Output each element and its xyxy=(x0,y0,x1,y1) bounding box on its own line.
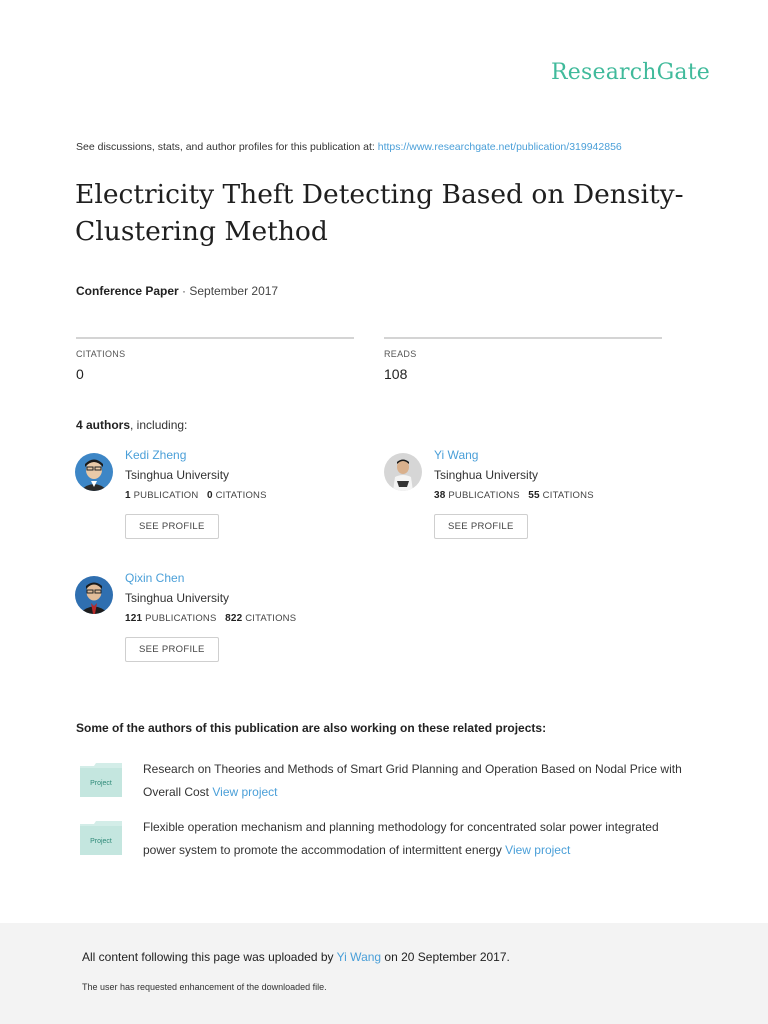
paper-type: Conference Paper xyxy=(76,284,179,298)
publication-label: PUBLICATIONS xyxy=(448,490,520,501)
citation-count: 0 xyxy=(206,490,213,501)
related-projects-heading: Some of the authors of this publication are also working on these related projects: xyxy=(76,721,547,735)
discussion-text: See discussions, stats, and author profiles for this publication at: xyxy=(76,141,378,153)
authors-count: 4 authors xyxy=(76,418,131,432)
citation-label: CITATIONS xyxy=(542,490,594,501)
project-icon-label: Project xyxy=(90,838,112,845)
authors-including: , including: xyxy=(130,418,188,432)
see-profile-button[interactable]: SEE PROFILE xyxy=(434,514,528,539)
enhancement-note: The user has requested enhancement of the downloaded file. xyxy=(82,982,327,992)
author-institution: Tsinghua University xyxy=(125,468,230,482)
publication-label: PUBLICATIONS xyxy=(145,613,217,624)
publication-count: 1 xyxy=(125,490,131,501)
view-project-link[interactable]: View project xyxy=(505,842,571,857)
project-icon-label: Project xyxy=(90,780,112,787)
avatar[interactable] xyxy=(75,453,113,491)
upload-suffix: on 20 September 2017. xyxy=(381,950,510,964)
see-profile-button[interactable]: SEE PROFILE xyxy=(125,637,219,662)
citations-count: 0 xyxy=(76,366,84,382)
avatar[interactable] xyxy=(384,453,422,491)
paper-title: Electricity Theft Detecting Based on Density-Clustering Method xyxy=(75,179,684,247)
citation-count: 55 xyxy=(528,490,540,501)
project-folder-icon xyxy=(80,763,122,797)
publication-label: PUBLICATION xyxy=(133,490,199,501)
project-title: Research on Theories and Methods of Smart Grid Planning and Operation Based on Nodal Price with Overall Cost xyxy=(143,762,682,799)
view-project-link[interactable]: View project xyxy=(212,784,278,799)
upload-prefix: All content following this page was uploaded by xyxy=(82,950,337,964)
publication-count: 121 xyxy=(125,613,143,624)
authors-heading xyxy=(76,418,187,432)
author-stats xyxy=(125,613,296,624)
citations-stat xyxy=(76,337,354,382)
author-name[interactable]: Kedi Zheng xyxy=(125,448,187,462)
citations-label: CITATIONS xyxy=(76,349,126,359)
paper-date: · September 2017 xyxy=(178,284,279,298)
project-folder-icon xyxy=(80,821,122,855)
publication-link[interactable]: https://www.researchgate.net/publication/319942856 xyxy=(377,141,622,153)
uploader-link[interactable]: Yi Wang xyxy=(336,950,382,964)
footer xyxy=(0,923,768,1024)
see-profile-button[interactable]: SEE PROFILE xyxy=(125,514,219,539)
citation-count: 822 xyxy=(225,613,243,624)
citation-label: CITATIONS xyxy=(215,490,267,501)
upload-notice xyxy=(82,950,510,964)
author-stats xyxy=(125,490,267,501)
discussion-line xyxy=(76,141,622,153)
author-institution: Tsinghua University xyxy=(125,591,230,605)
author-name[interactable]: Qixin Chen xyxy=(125,571,185,585)
citation-label: CITATIONS xyxy=(245,613,297,624)
author-stats xyxy=(434,490,594,501)
author-name[interactable]: Yi Wang xyxy=(434,448,479,462)
author-institution: Tsinghua University xyxy=(434,468,539,482)
reads-count: 108 xyxy=(384,366,408,382)
reads-label: READS xyxy=(384,349,417,359)
project-description xyxy=(143,758,683,803)
researchgate-logo[interactable]: ResearchGate xyxy=(551,60,710,85)
avatar[interactable] xyxy=(75,576,113,614)
paper-meta xyxy=(76,284,278,298)
publication-count: 38 xyxy=(434,490,446,501)
project-title: Flexible operation mechanism and planning methodology for concentrated solar power integrated power system to promote the accommodation of intermittent energy xyxy=(143,820,659,857)
reads-stat xyxy=(384,337,662,382)
project-description xyxy=(143,816,683,861)
